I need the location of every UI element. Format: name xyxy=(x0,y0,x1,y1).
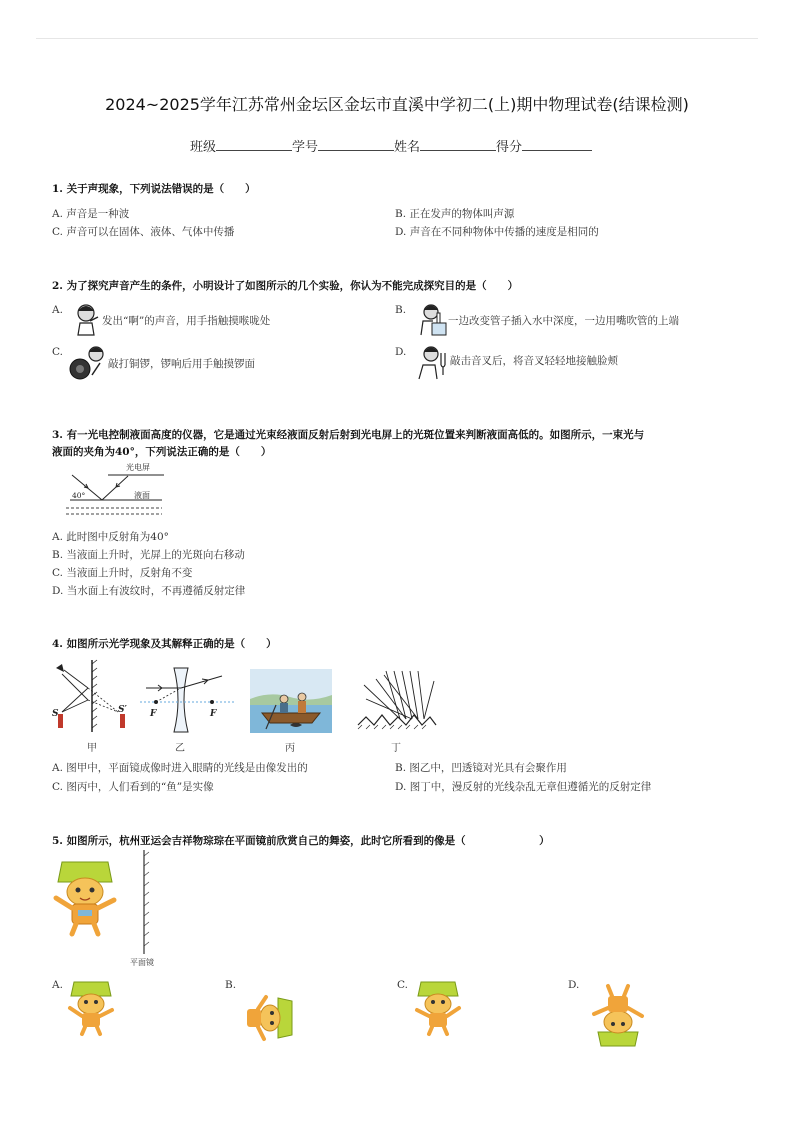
mascot-congcong-illustration xyxy=(50,860,120,936)
q4-option-d[interactable]: D. 图丁中，漫反射的光线杂乱无章但遵循光的反射定律 xyxy=(395,781,652,793)
q3-option-d[interactable]: D. 当水面上有波纹时，不再遵循反射定律 xyxy=(52,585,246,597)
header-rule xyxy=(36,38,758,39)
q3-stem-line1: 3. 有一光电控制液面高度的仪器，它是通过光束经液面反射后射到光电屏上的光斑位置来判断液面高低的。如图所示，一束光与 xyxy=(52,429,645,441)
page-title: 2024~2025学年江苏常州金坛区金坛市直溪中学初二(上)期中物理试卷(结课检测) xyxy=(105,95,689,114)
q1-option-b[interactable]: B. 正在发声的物体叫声源 xyxy=(395,208,515,220)
q2-stem: 2. 为了探究声音产生的条件，小明设计了如图所示的几个实验，你认为不能完成探究目的是（ ） xyxy=(52,280,519,292)
focus-left-label: F xyxy=(150,709,157,719)
q4-option-a[interactable]: A. 图甲中，平面镜成像时进入眼睛的光线是由像发出的 xyxy=(52,762,308,774)
q2-option-a-letter[interactable]: A. xyxy=(52,304,63,316)
plane-mirror-figure xyxy=(52,660,136,734)
q2-option-b[interactable]: 一边改变管子插入水中深度，一边用嘴吹管的上端 xyxy=(448,315,679,327)
q4-option-c[interactable]: C. 图丙中，人们看到的“鱼”是实像 xyxy=(52,781,214,793)
q5-option-a-letter[interactable]: A. xyxy=(52,979,63,991)
q2-option-d[interactable]: 敲击音叉后，将音叉轻轻地接触脸颊 xyxy=(450,355,618,367)
tube-blowing-illustration xyxy=(415,303,451,337)
q3-option-c[interactable]: C. 当液面上升时，反射角不变 xyxy=(52,567,193,579)
name-field[interactable] xyxy=(420,138,496,151)
eye-icon xyxy=(56,664,64,672)
angle-label: 40° xyxy=(72,491,86,500)
q5-option-c-mascot[interactable] xyxy=(413,980,463,1036)
fishing-boat-figure xyxy=(250,669,332,733)
q2-option-c-letter[interactable]: C. xyxy=(52,346,63,358)
score-field[interactable] xyxy=(522,138,592,151)
number-field[interactable] xyxy=(318,138,394,151)
concave-lens-figure xyxy=(140,668,236,734)
focus-right-label: F xyxy=(210,709,217,719)
class-field[interactable] xyxy=(216,138,292,151)
source-label: S xyxy=(52,709,59,719)
q5-option-a-mascot[interactable] xyxy=(66,980,116,1036)
reflected-ray xyxy=(102,476,128,500)
candle-image-icon xyxy=(120,714,125,728)
q5-option-b-mascot[interactable] xyxy=(240,990,300,1046)
diffuse-reflection-figure xyxy=(356,669,438,733)
fig-bing-caption: 丙 xyxy=(285,743,295,754)
q5-stem: 5. 如图所示，杭州亚运会吉祥物琮琮在平面镜前欣赏自己的舞姿，此时它所看到的像是（ ） xyxy=(52,835,550,847)
liquid-level-diagram xyxy=(60,458,170,520)
q2-option-a[interactable]: 发出“啊”的声音，用手指触摸喉咙处 xyxy=(102,315,271,327)
q5-option-d-mascot[interactable] xyxy=(588,980,648,1056)
q5-option-c-letter[interactable]: C. xyxy=(397,979,408,991)
tuning-fork-illustration xyxy=(415,345,451,381)
image-label: S′ xyxy=(118,705,127,715)
q4-option-b[interactable]: B. 图乙中，凹透镜对光具有会聚作用 xyxy=(395,762,567,774)
q5-option-d-letter[interactable]: D. xyxy=(568,979,580,991)
fig-ding-caption: 丁 xyxy=(391,743,401,754)
q2-option-d-letter[interactable]: D. xyxy=(395,346,407,358)
number-label: 学号 xyxy=(292,140,319,155)
fig-yi-caption: 乙 xyxy=(175,743,185,754)
q1-stem: 1. 关于声现象，下列说法错误的是（ ） xyxy=(52,183,256,195)
q3-option-a[interactable]: A. 此时图中反射角为40° xyxy=(52,531,169,543)
name-label: 姓名 xyxy=(394,140,421,155)
q1-option-d[interactable]: D. 声音在不同种物体中传播的速度是相同的 xyxy=(395,226,599,238)
candle-icon xyxy=(58,714,63,728)
q2-option-c[interactable]: 敲打铜锣，锣响后用手触摸锣面 xyxy=(108,358,255,370)
fig-jia-caption: 甲 xyxy=(87,743,97,754)
screen-label: 光电屏 xyxy=(126,463,150,472)
q1-option-c[interactable]: C. 声音可以在固体、液体、气体中传播 xyxy=(52,226,235,238)
q5-option-b-letter[interactable]: B. xyxy=(225,979,237,991)
gong-illustration xyxy=(66,345,106,381)
info-line xyxy=(190,136,592,155)
concave-lens-shape xyxy=(174,668,188,732)
q3-stem-line2: 液面的夹角为40°，下列说法正确的是（ ） xyxy=(52,446,272,458)
surface-label: 液面 xyxy=(134,491,150,500)
q1-option-a[interactable]: A. 声音是一种波 xyxy=(52,208,130,220)
q3-option-b[interactable]: B. 当液面上升时，光屏上的光斑向右移动 xyxy=(52,549,245,561)
q2-option-b-letter[interactable]: B. xyxy=(395,304,407,316)
q4-stem: 4. 如图所示光学现象及其解释正确的是（ ） xyxy=(52,638,277,650)
class-label: 班级 xyxy=(190,140,217,155)
plane-mirror-vertical xyxy=(140,850,154,956)
score-label: 得分 xyxy=(496,140,523,155)
throat-touch-illustration xyxy=(68,303,104,337)
mirror-label: 平面镜 xyxy=(130,958,154,967)
